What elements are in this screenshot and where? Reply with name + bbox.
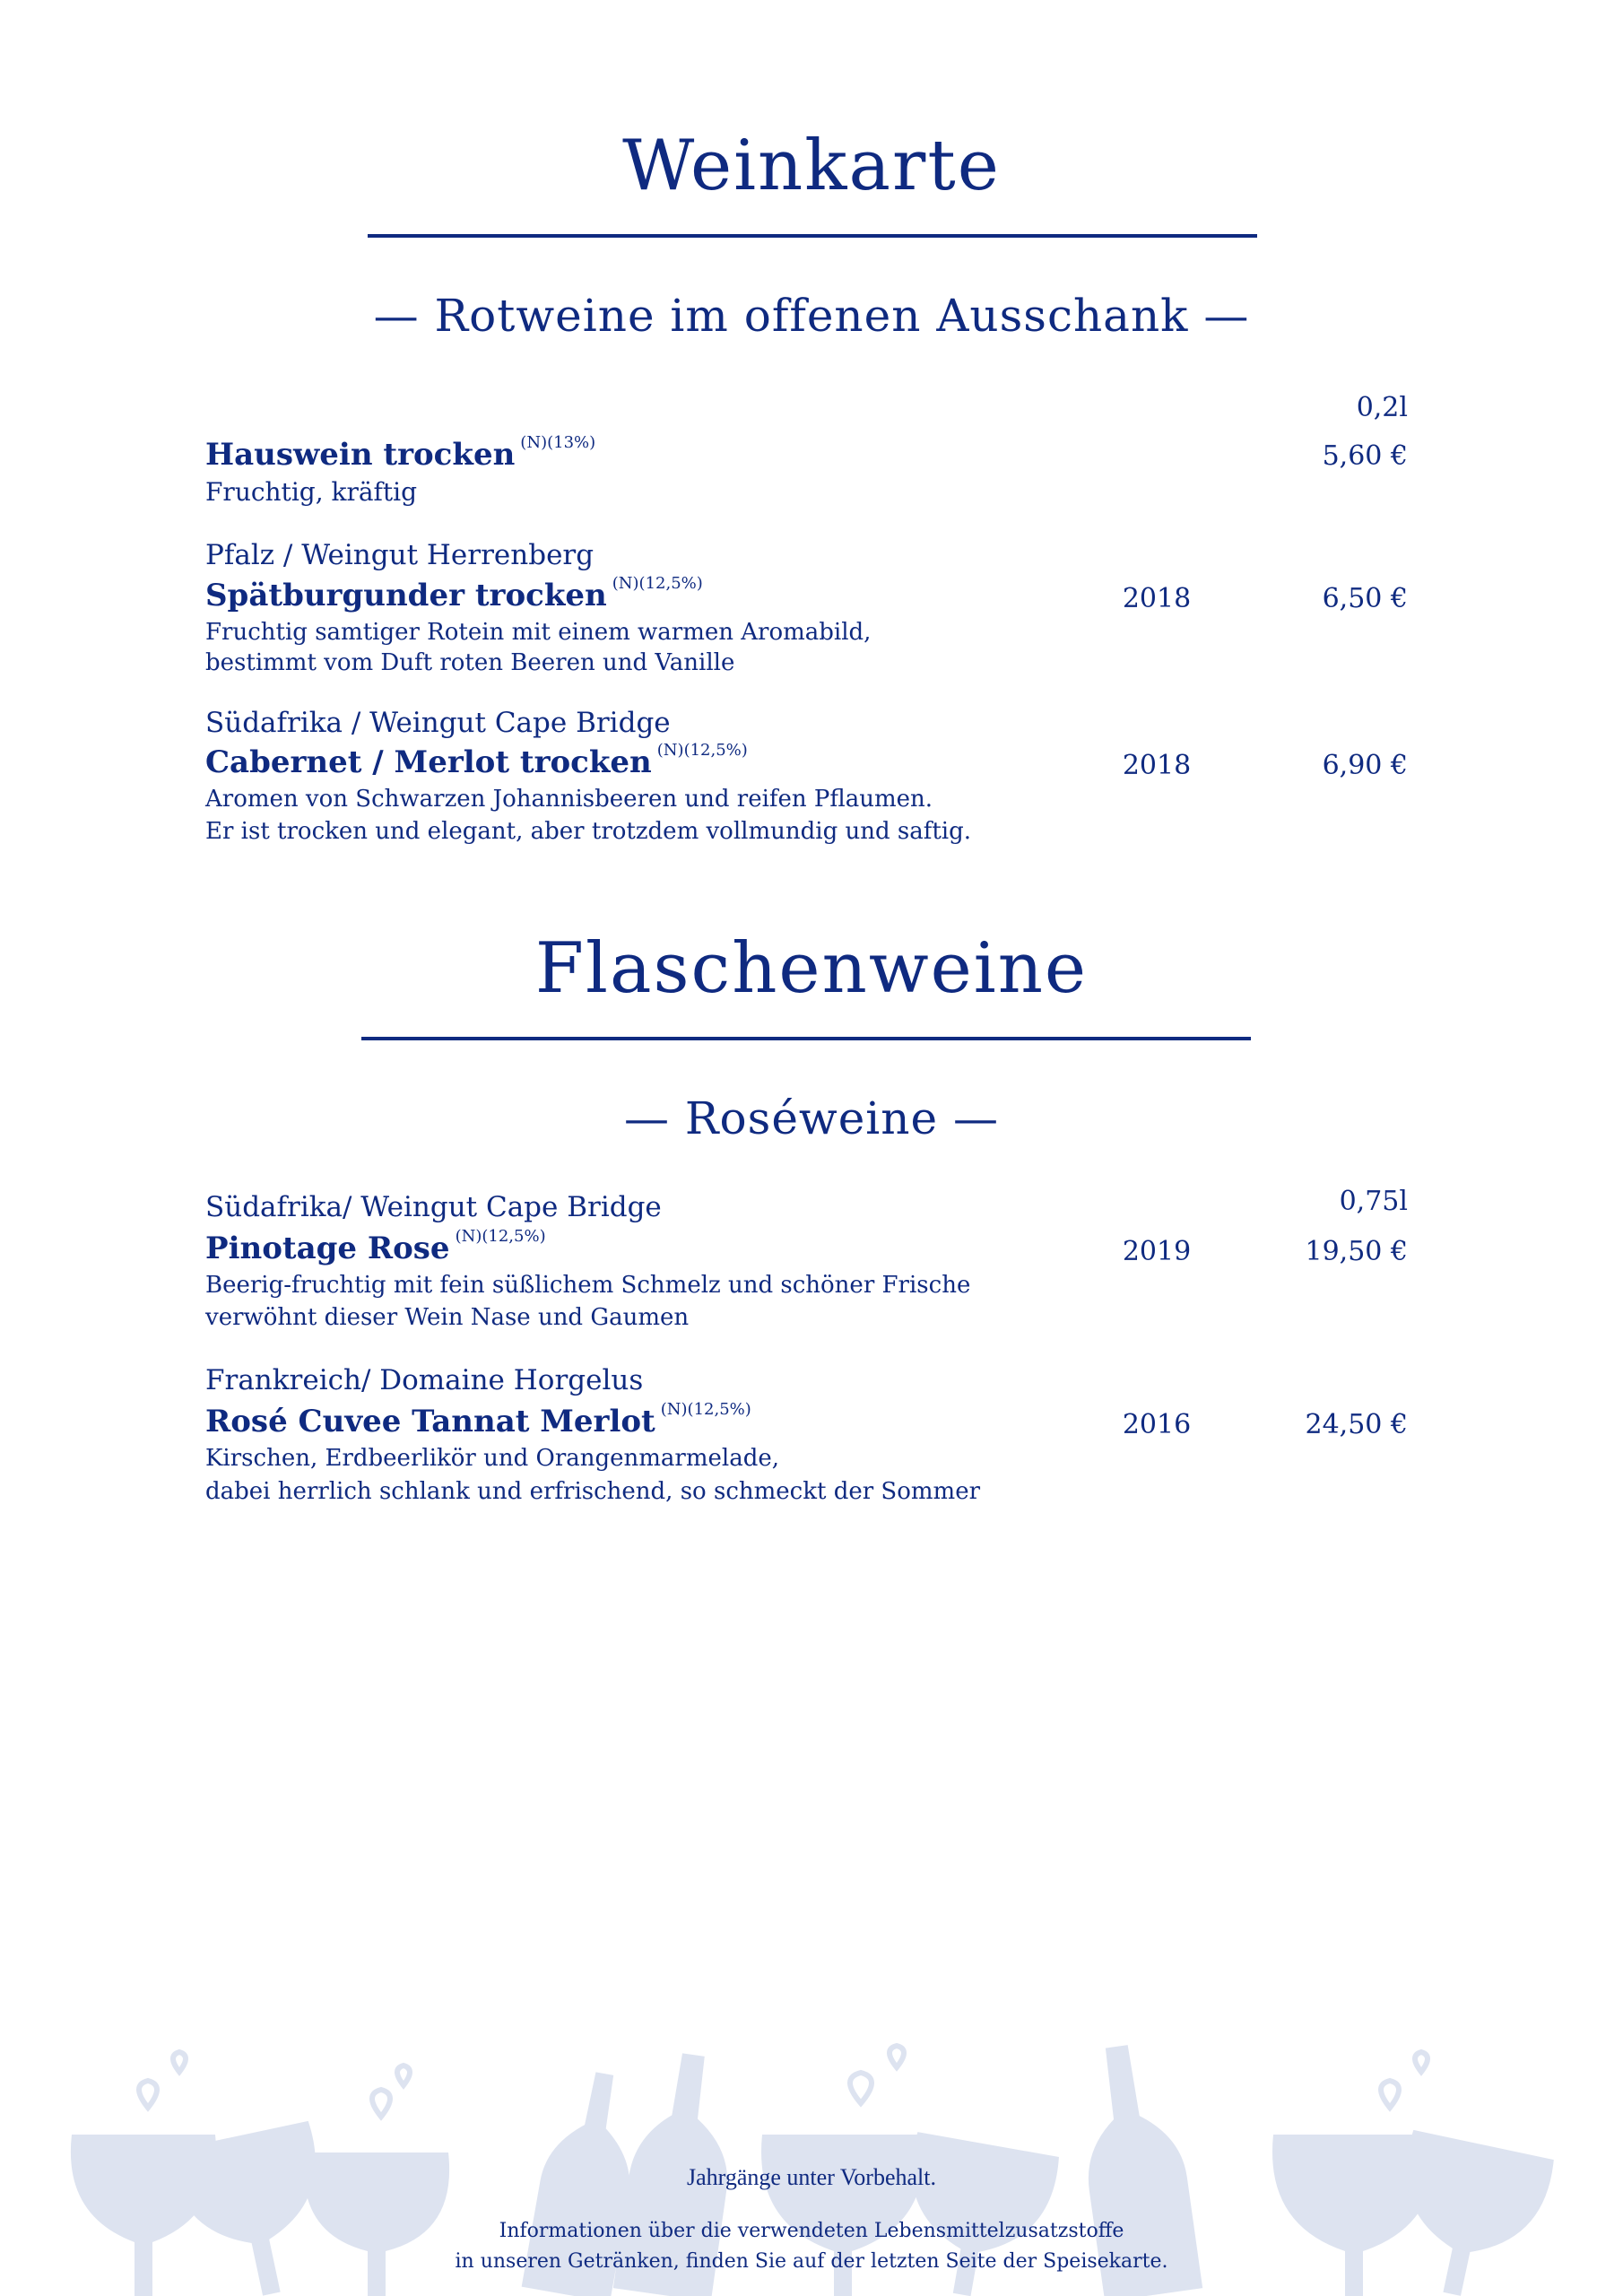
wine-name: Spätburgunder trocken $^{(N)(12,5\%)}$: [205, 574, 703, 613]
footer-info-line-2: in unseren Getränken, finden Sie auf der letzten Seite der Speisekarte.: [455, 2250, 1168, 2273]
wine-price: 24,50 €: [1305, 1409, 1408, 1440]
wine-name: Cabernet / Merlot trocken $^{(N)(12,5\%)}$: [205, 741, 748, 780]
page-title: Weinkarte: [622, 126, 1001, 206]
wine-name: Rosé Cuvee Tannat Merlot $^{(N)(12,5\%)}$: [205, 1400, 751, 1439]
footer-info-line-1: Informationen über die verwendeten Lebensmittelzusatzstoffe: [499, 2220, 1124, 2242]
wine-description: verwöhnt dieser Wein Nase und Gaumen: [205, 1304, 690, 1331]
wine-year: 2018: [1122, 583, 1192, 614]
wine-year: 2016: [1122, 1409, 1192, 1440]
wine-region: Südafrika/ Weingut Cape Bridge: [205, 1191, 662, 1223]
bottle-wines-title: Flaschenweine: [534, 928, 1089, 1009]
wine-description: Er ist trocken und elegant, aber trotzdem vollmundig und saftig.: [205, 818, 972, 845]
wine-description: Aromen von Schwarzen Johannisbeeren und reifen Pflaumen.: [205, 786, 933, 813]
wine-price: 6,50 €: [1322, 583, 1408, 614]
wine-description: Kirschen, Erdbeerlikör und Orangenmarmelade,: [205, 1445, 780, 1472]
wine-price: 5,60 €: [1322, 440, 1408, 472]
wine-price: 6,90 €: [1322, 750, 1408, 781]
wine-price: 19,50 €: [1305, 1236, 1408, 1267]
wine-description: Fruchtig, kräftig: [205, 477, 418, 507]
wine-year: 2018: [1122, 750, 1192, 781]
wine-name: Hauswein trocken $^{(N)(13\%)}$: [205, 433, 596, 473]
unit-label: 0,2l: [1356, 392, 1408, 423]
wine-description: Beerig-fruchtig mit fein süßlichem Schmelz und schöner Frische: [205, 1272, 971, 1299]
unit-label: 0,75l: [1339, 1186, 1408, 1217]
wine-year: 2019: [1122, 1236, 1192, 1267]
title2-divider: [361, 1037, 1251, 1040]
title-divider: [368, 234, 1257, 238]
wine-description: dabei herrlich schlank und erfrischend, so schmeckt der Sommer: [205, 1478, 981, 1505]
section-heading-red-wines: — Rotweine im offenen Ausschank —: [373, 290, 1250, 342]
wine-region: Südafrika / Weingut Cape Bridge: [205, 707, 671, 739]
wine-name: Pinotage Rose $^{(N)(12,5\%)}$: [205, 1227, 546, 1266]
wine-description: Fruchtig samtiger Rotein mit einem warmen Aromabild,: [205, 619, 872, 646]
wine-region: Frankreich/ Domaine Horgelus: [205, 1364, 644, 1396]
section-heading-rose-wines: — Roséweine —: [624, 1092, 999, 1144]
footer-note: Jahrgänge unter Vorbehalt.: [687, 2164, 936, 2190]
wine-description: bestimmt vom Duft roten Beeren und Vanille: [205, 649, 735, 676]
wine-region: Pfalz / Weingut Herrenberg: [205, 539, 595, 571]
